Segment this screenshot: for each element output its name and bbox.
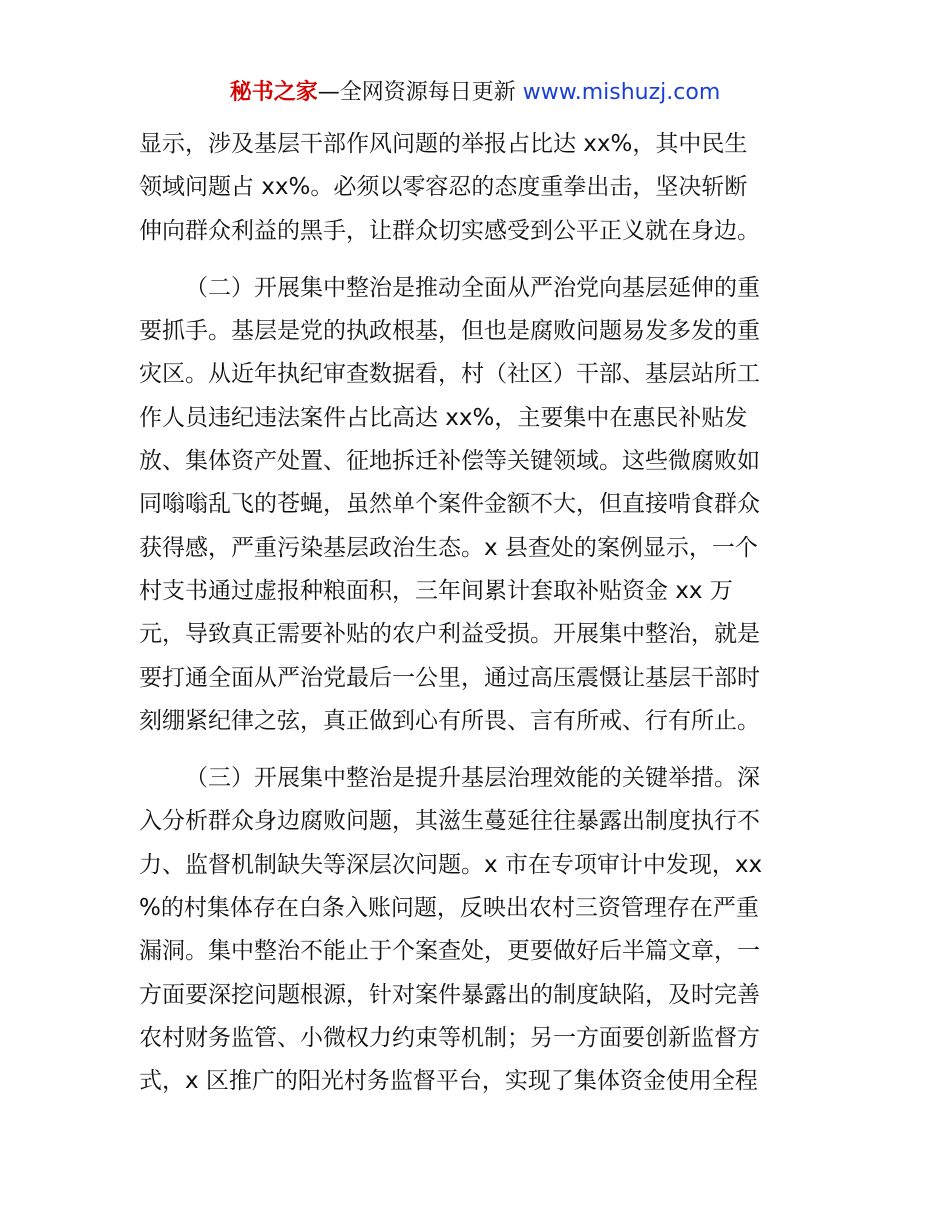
text-line: 灾区。从近年执纪审查数据看，村（社区）干部、基层站所工	[139, 361, 760, 388]
text-line: 作人员违纪违法案件占比高达 xx%，主要集中在惠民补贴发	[139, 404, 748, 431]
text-line: 伸向群众利益的黑手，让群众切实感受到公平正义就在身边。	[139, 217, 760, 244]
text-line: 刻绷紧纪律之弦，真正做到心有所畏、言有所戒、行有所止。	[139, 707, 760, 734]
text-line: 方面要深挖问题根源，针对案件暴露出的制度缺陷，及时完善	[139, 981, 760, 1008]
text-line: （三）开展集中整治是提升基层治理效能的关键举措。深	[185, 765, 760, 792]
site-tagline: —全网资源每日更新	[317, 80, 516, 105]
site-header	[0, 78, 950, 108]
text-line: 显示，涉及基层干部作风问题的举报占比达 xx%，其中民生	[139, 131, 748, 157]
paragraph-3	[139, 757, 811, 1103]
text-line: 式，x 区推广的阳光村务监督平台，实现了集体资金使用全程	[139, 1068, 758, 1095]
text-line: 获得感，严重污染基层政治生态。x 县查处的案例显示，一个	[139, 534, 758, 561]
document-body	[139, 123, 811, 1104]
text-line: 村支书通过虚报种粮面积，三年间累计套取补贴资金 xx 万	[139, 577, 733, 604]
text-line: 漏洞。集中整治不能止于个案查处，更要做好后半篇文章，一	[139, 938, 760, 965]
text-line: 农村财务监管、小微权力约束等机制；另一方面要创新监督方	[139, 1024, 760, 1051]
text-line: 要抓手。基层是党的执政根基，但也是腐败问题易发多发的重	[139, 318, 760, 345]
text-line: 力、监督机制缺失等深层次问题。x 市在专项审计中发现，xx	[139, 851, 763, 878]
text-line: 入分析群众身边腐败问题，其滋生蔓延往往暴露出制度执行不	[139, 808, 760, 835]
text-line: 元，导致真正需要补贴的农户利益受损。开展集中整治，就是	[139, 621, 760, 648]
text-line: 同嗡嗡乱飞的苍蝇，虽然单个案件金额不大，但直接啃食群众	[139, 491, 760, 518]
site-brand: 秘书之家	[229, 80, 318, 105]
site-url-link[interactable]: www.mishuzj.com	[522, 80, 721, 105]
paragraph-2	[139, 267, 811, 743]
text-line: （二）开展集中整治是推动全面从严治党向基层延伸的重	[185, 274, 760, 301]
text-line: 领域问题占 xx%。必须以零容忍的态度重拳出击，坚决斩断	[139, 174, 748, 201]
text-line: 放、集体资产处置、征地拆迁补偿等关键领域。这些微腐败如	[139, 448, 760, 475]
paragraph-1	[139, 123, 811, 253]
text-line: %的村集体存在白条入账问题，反映出农村三资管理存在严重	[139, 895, 759, 922]
text-line: 要打通全面从严治党最后一公里，通过高压震慑让基层干部时	[139, 664, 760, 691]
